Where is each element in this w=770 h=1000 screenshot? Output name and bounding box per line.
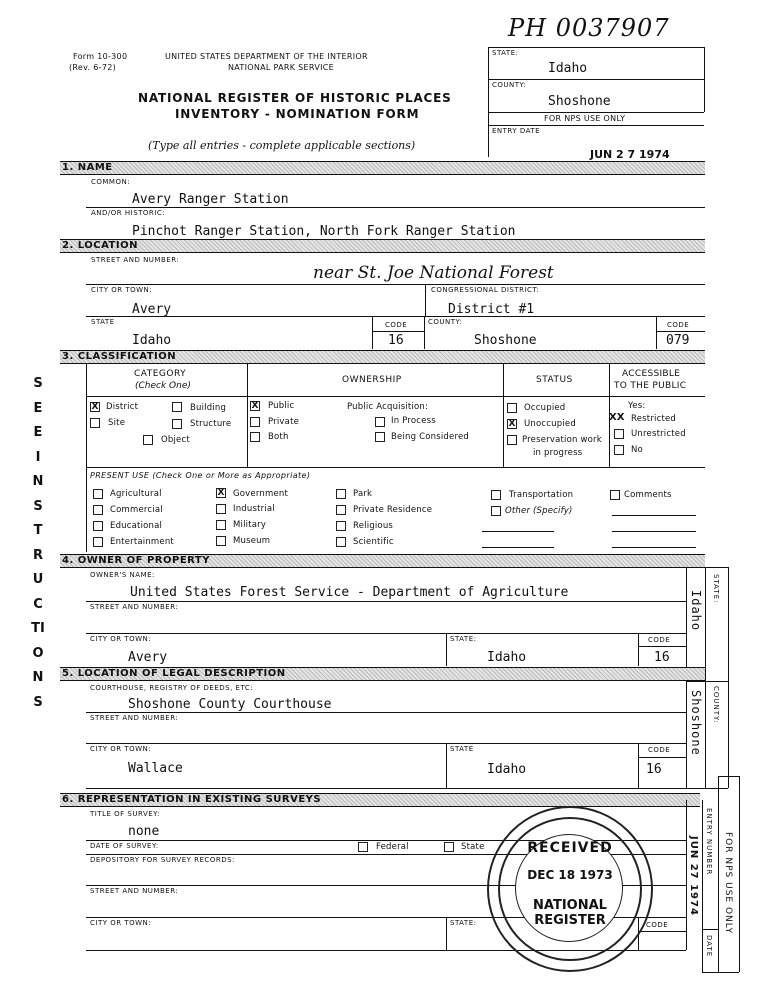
check-one-note: (Check One) <box>135 381 191 391</box>
educational-checkbox[interactable] <box>93 521 103 531</box>
form-number: Form 10-300 <box>73 52 128 61</box>
legal-code: 16 <box>646 762 662 777</box>
survey-street-label: STREET AND NUMBER: <box>90 887 179 895</box>
transportation-option: Transportation <box>509 490 574 500</box>
survey-state-label: STATE: <box>450 919 477 927</box>
city-value: Avery <box>132 302 172 317</box>
survey-city-label: CITY OR TOWN: <box>90 919 152 927</box>
state-survey-option: State <box>461 842 485 852</box>
nps-county-value: Shoshone <box>548 94 611 109</box>
side-entry-number: ENTRY NUMBER <box>705 808 713 876</box>
status-heading: STATUS <box>536 375 573 385</box>
legal-state: Idaho <box>487 762 527 777</box>
restricted-mark[interactable]: XX <box>609 412 625 423</box>
common-label: COMMON: <box>91 178 131 186</box>
unoccupied-option: Unoccupied <box>524 419 576 429</box>
depository-label: DEPOSITORY FOR SURVEY RECORDS: <box>90 856 235 864</box>
form-revision: (Rev. 6-72) <box>69 63 117 72</box>
street-handwritten: near St. Joe National Forest <box>313 263 554 283</box>
section-6-bar <box>60 793 700 807</box>
unrestricted-checkbox[interactable] <box>614 429 624 439</box>
preservation-option: Preservation work <box>522 435 602 445</box>
legal-city: Wallace <box>128 761 183 776</box>
nps-county-label: COUNTY: <box>492 81 527 89</box>
survey-title-label: TITLE OF SURVEY: <box>90 810 160 818</box>
side-date-stamp: JUN 27 1974 <box>688 836 699 916</box>
see-instructions-sidebar: SEE INSTRUCTIONS <box>31 376 47 710</box>
survey-title: none <box>128 824 160 839</box>
government-option: Government <box>233 489 289 499</box>
entertainment-checkbox[interactable] <box>93 537 103 547</box>
building-checkbox[interactable] <box>172 402 182 412</box>
district-checkbox[interactable]: X <box>91 402 99 412</box>
structure-option: Structure <box>190 419 232 429</box>
side-county-value: Shoshone <box>689 690 703 756</box>
courthouse-label: COURTHOUSE, REGISTRY OF DEEDS, ETC: <box>90 684 254 692</box>
section-1-heading: 1. NAME <box>62 162 113 173</box>
side-state-value: Idaho <box>689 590 703 632</box>
form-title-line2: INVENTORY - NOMINATION FORM <box>175 107 420 121</box>
common-name: Avery Ranger Station <box>132 192 289 207</box>
street-label: STREET AND NUMBER: <box>91 256 180 264</box>
object-option: Object <box>161 435 190 445</box>
federal-checkbox[interactable] <box>358 842 368 852</box>
in-progress-note: in progress <box>533 448 583 458</box>
being-considered-option: Being Considered <box>391 432 469 442</box>
entertainment-option: Entertainment <box>110 537 174 547</box>
section-3-heading: 3. CLASSIFICATION <box>62 351 177 362</box>
historic-name: Pinchot Ranger Station, North Fork Ranger Station <box>132 224 516 239</box>
military-option: Military <box>233 520 267 530</box>
owner-state-label: STATE: <box>450 635 477 643</box>
site-checkbox[interactable] <box>90 418 100 428</box>
legal-street-label: STREET AND NUMBER: <box>90 714 179 722</box>
in-process-checkbox[interactable] <box>375 417 385 427</box>
type-instructions: (Type all entries - complete applicable sections) <box>148 139 416 152</box>
structure-checkbox[interactable] <box>172 419 182 429</box>
stamp-date: DEC 18 1973 <box>527 868 613 882</box>
section-4-heading: 4. OWNER OF PROPERTY <box>62 555 210 566</box>
owner-name: United States Forest Service - Department of Agriculture <box>130 585 569 600</box>
industrial-option: Industrial <box>233 504 275 514</box>
owner-street-label: STREET AND NUMBER: <box>90 603 179 611</box>
section-6-heading: 6. REPRESENTATION IN EXISTING SURVEYS <box>62 794 322 805</box>
code-label: CODE <box>385 321 408 329</box>
section-2-bar <box>60 239 705 253</box>
county-label: COUNTY: <box>428 318 463 326</box>
both-checkbox[interactable] <box>250 432 260 442</box>
form-title-line1: NATIONAL REGISTER OF HISTORIC PLACES <box>138 91 452 105</box>
military-checkbox[interactable] <box>216 520 226 530</box>
museum-checkbox[interactable] <box>216 536 226 546</box>
no-checkbox[interactable] <box>614 445 624 455</box>
scientific-checkbox[interactable] <box>336 537 346 547</box>
industrial-checkbox[interactable] <box>216 504 226 514</box>
commercial-option: Commercial <box>110 505 163 515</box>
museum-option: Museum <box>233 536 271 546</box>
owner-code: 16 <box>654 650 670 665</box>
service-name: NATIONAL PARK SERVICE <box>228 63 334 72</box>
section-5-bar <box>60 667 705 681</box>
other-checkbox[interactable] <box>491 506 501 516</box>
object-checkbox[interactable] <box>143 435 153 445</box>
to-public-heading: TO THE PUBLIC <box>614 381 687 391</box>
courthouse-value: Shoshone County Courthouse <box>128 697 332 712</box>
occupied-option: Occupied <box>524 403 566 413</box>
survey-date-label: DATE OF SURVEY: <box>90 842 159 850</box>
present-use-heading: PRESENT USE (Check One or More as Appropriate) <box>90 471 311 480</box>
nps-state-value: Idaho <box>548 61 588 76</box>
commercial-checkbox[interactable] <box>93 505 103 515</box>
government-checkbox[interactable]: X <box>217 488 225 498</box>
park-checkbox[interactable] <box>336 489 346 499</box>
section-2-heading: 2. LOCATION <box>62 240 138 251</box>
district-label: CONGRESSIONAL DISTRICT: <box>431 286 540 294</box>
state-value: Idaho <box>132 333 172 348</box>
section-3-bar <box>60 350 705 364</box>
public-option: Public <box>268 401 295 411</box>
religious-option: Religious <box>353 521 394 531</box>
other-option: Other (Specify) <box>505 506 573 516</box>
historic-label: AND/OR HISTORIC: <box>91 209 166 217</box>
building-option: Building <box>190 403 227 413</box>
district-option: District <box>106 402 139 412</box>
unrestricted-option: Unrestricted <box>631 429 686 439</box>
owner-city-label: CITY OR TOWN: <box>90 635 152 643</box>
public-acquisition-label: Public Acquisition: <box>347 402 429 412</box>
state-survey-checkbox[interactable] <box>444 842 454 852</box>
federal-option: Federal <box>376 842 409 852</box>
comments-checkbox[interactable] <box>610 490 620 500</box>
owner-state: Idaho <box>487 650 527 665</box>
legal-city-label: CITY OR TOWN: <box>90 745 152 753</box>
owner-code-label: CODE <box>648 636 671 644</box>
park-option: Park <box>353 489 373 499</box>
legal-state-label: STATE <box>450 745 474 753</box>
occupied-checkbox[interactable] <box>507 403 517 413</box>
religious-checkbox[interactable] <box>336 521 346 531</box>
restricted-option: Restricted <box>631 414 677 424</box>
city-label: CITY OR TOWN: <box>91 286 153 294</box>
department-name: UNITED STATES DEPARTMENT OF THE INTERIOR <box>165 52 368 61</box>
owner-city: Avery <box>128 650 168 665</box>
section-5-heading: 5. LOCATION OF LEGAL DESCRIPTION <box>62 668 286 679</box>
unoccupied-checkbox[interactable]: X <box>508 419 516 429</box>
side-county-label: COUNTY: <box>712 686 720 724</box>
received-stamp <box>487 806 653 972</box>
handwritten-record-number: PH 0037907 <box>508 14 670 42</box>
nps-state-label: STATE: <box>492 49 519 57</box>
private-checkbox[interactable] <box>250 417 260 427</box>
ownership-heading: OWNERSHIP <box>342 375 402 385</box>
entry-date-label: ENTRY DATE <box>492 127 541 135</box>
category-heading: CATEGORY <box>134 369 187 379</box>
entry-date-stamp: JUN 2 7 1974 <box>590 148 670 161</box>
in-process-option: In Process <box>391 416 436 426</box>
site-option: Site <box>108 418 126 428</box>
section-4-bar <box>60 554 705 568</box>
nps-use-only: FOR NPS USE ONLY <box>544 114 626 123</box>
survey-code-label: CODE <box>646 921 669 929</box>
preservation-checkbox[interactable] <box>507 435 517 445</box>
private-option: Private <box>268 417 300 427</box>
side-nps-use-only: FOR NPS USE ONLY <box>723 832 733 935</box>
code2-label: CODE <box>667 321 690 329</box>
agricultural-option: Agricultural <box>110 489 162 499</box>
agricultural-checkbox[interactable] <box>93 489 103 499</box>
state-label: STATE <box>91 318 115 326</box>
private-residence-option: Private Residence <box>353 505 433 515</box>
owner-label: OWNER'S NAME: <box>90 571 155 579</box>
accessible-heading: ACCESSIBLE <box>622 369 681 379</box>
both-option: Both <box>268 432 289 442</box>
stamp-national: NATIONAL <box>533 898 607 913</box>
being-considered-checkbox[interactable] <box>375 432 385 442</box>
district-value: District #1 <box>448 302 535 317</box>
comments-option: Comments <box>624 490 672 500</box>
yes-option: Yes: <box>628 401 646 411</box>
scientific-option: Scientific <box>353 537 394 547</box>
code2-value: 079 <box>666 333 690 348</box>
educational-option: Educational <box>110 521 163 531</box>
legal-code-label: CODE <box>648 746 671 754</box>
no-option: No <box>631 445 643 455</box>
private-residence-checkbox[interactable] <box>336 505 346 515</box>
section-1-bar <box>60 161 705 175</box>
county-value: Shoshone <box>474 333 537 348</box>
stamp-received: RECEIVED <box>527 840 613 856</box>
transportation-checkbox[interactable] <box>491 490 501 500</box>
public-checkbox[interactable]: X <box>251 401 259 411</box>
side-state-label: STATE: <box>712 574 720 604</box>
stamp-register: REGISTER <box>534 913 606 928</box>
side-date-label: DATE <box>705 935 713 958</box>
code-value: 16 <box>388 333 404 348</box>
